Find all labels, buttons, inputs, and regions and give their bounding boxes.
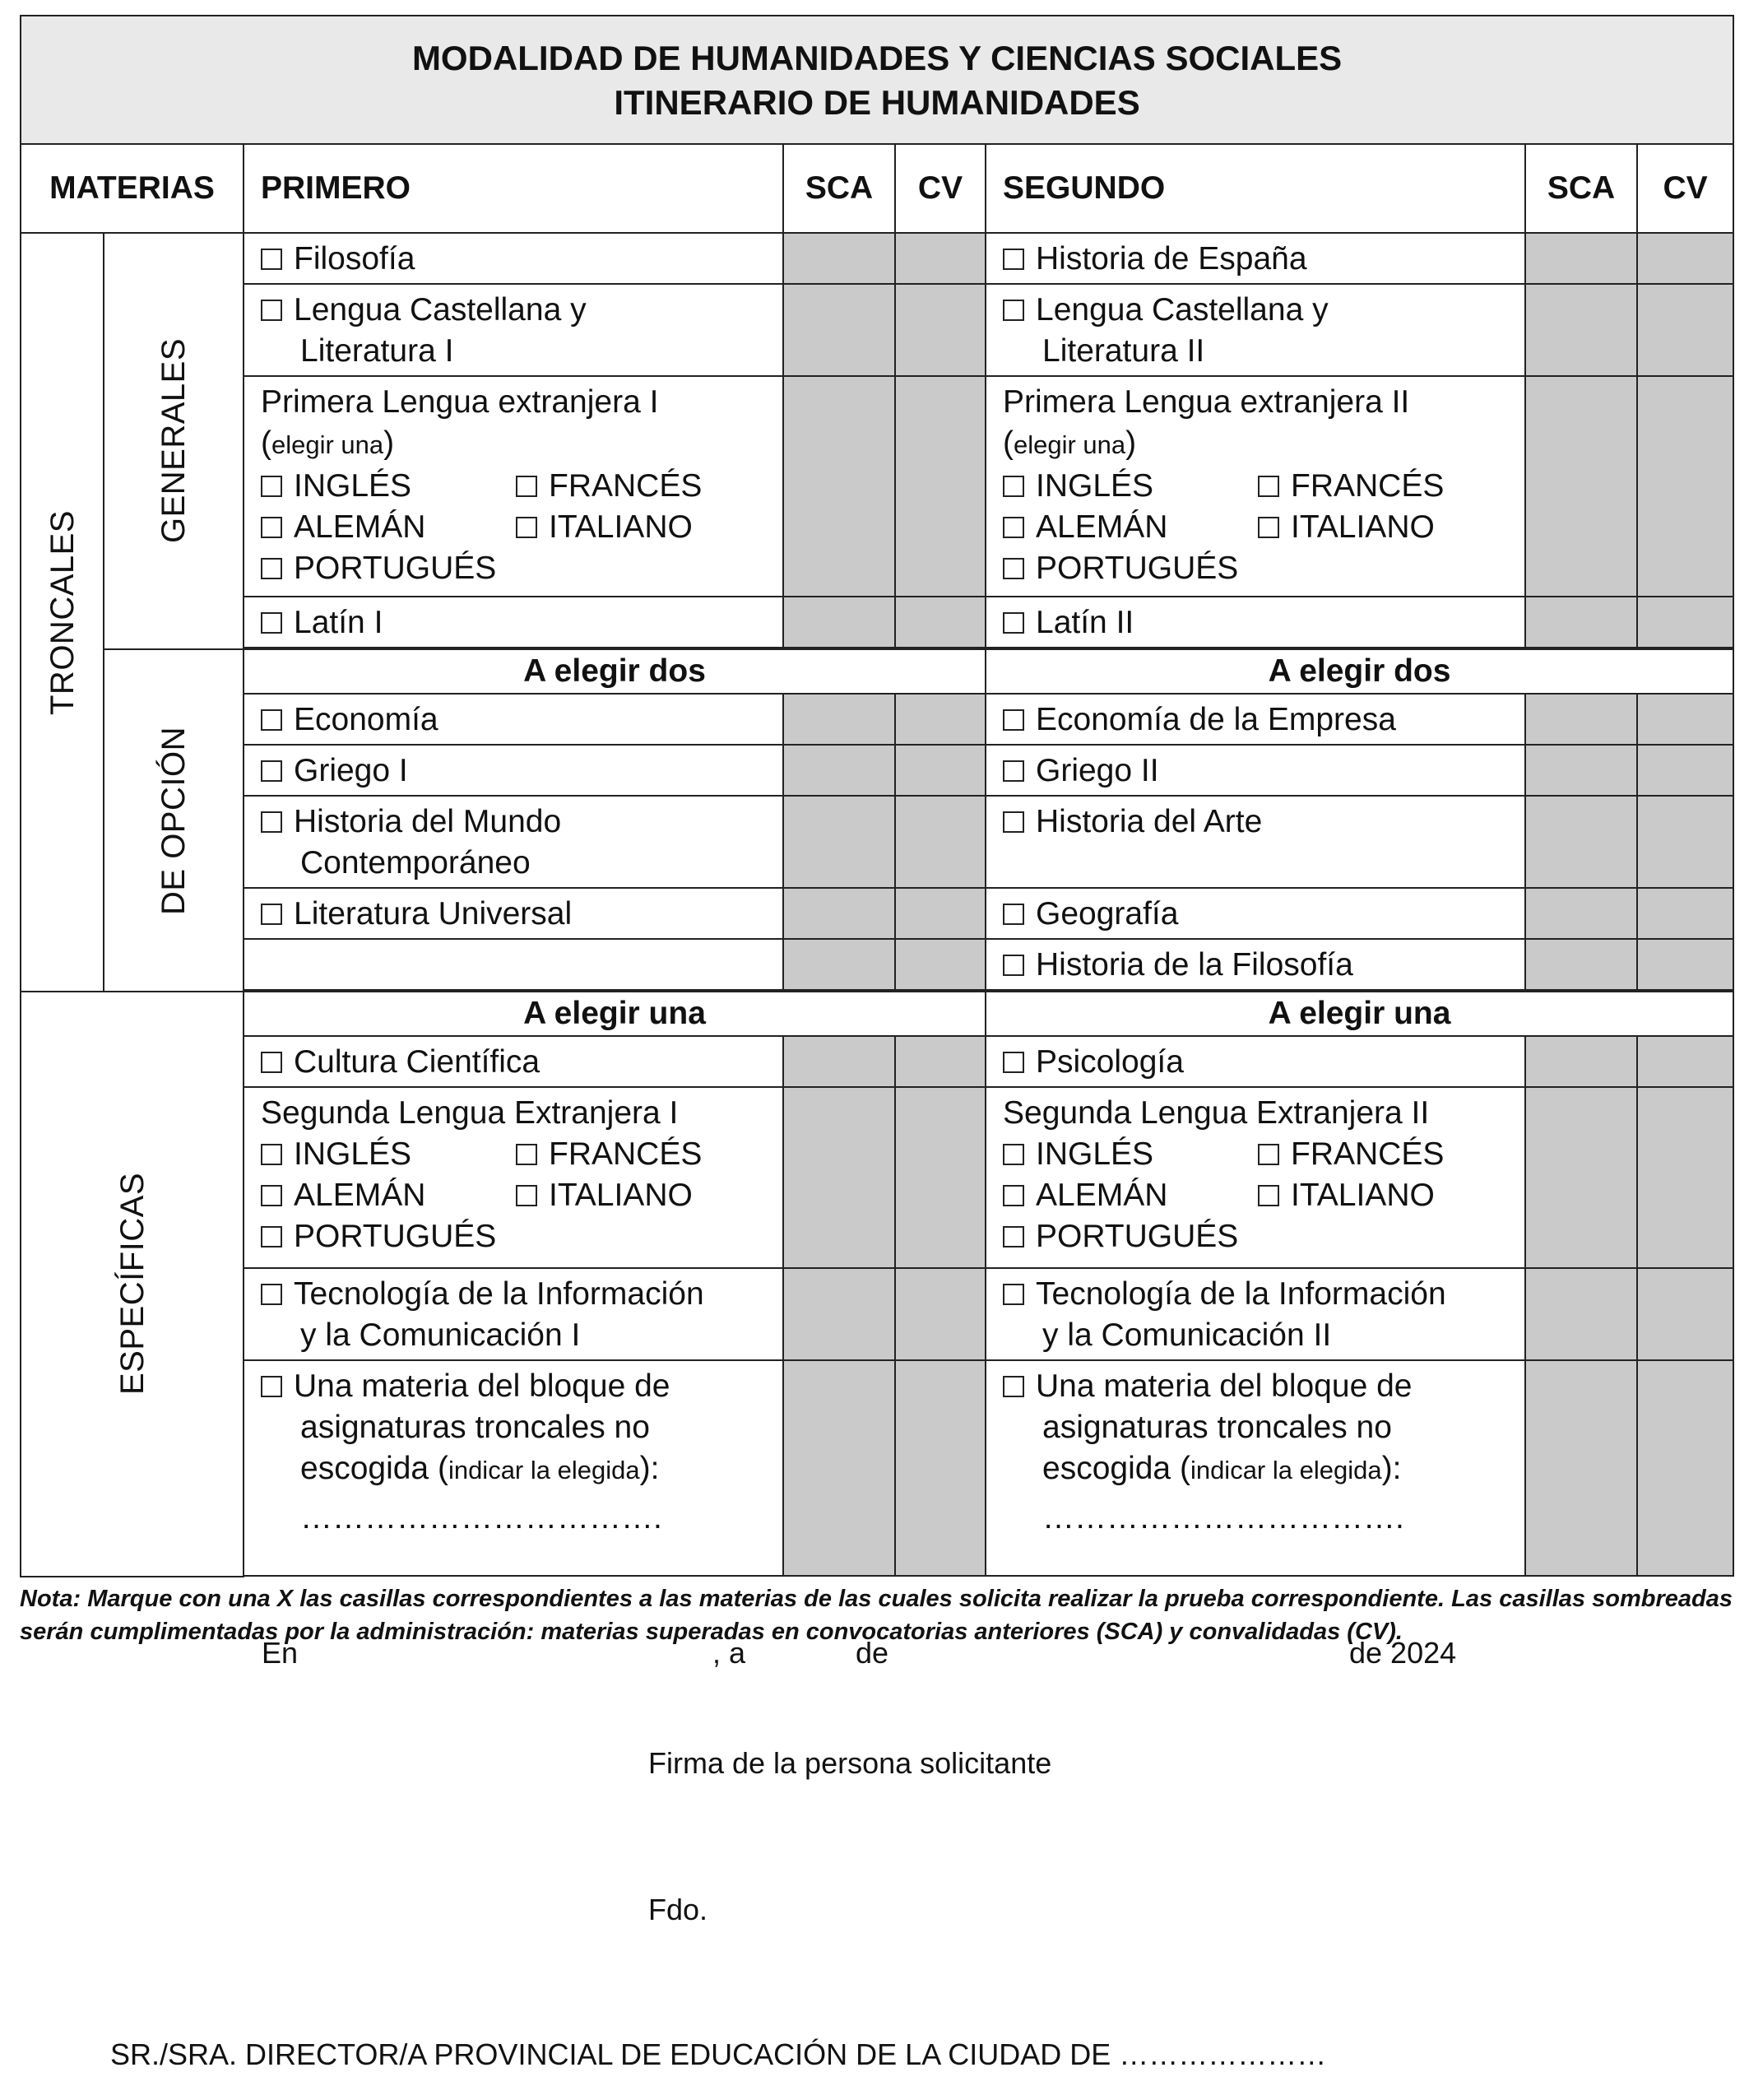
signature-label: Firma de la persona solicitante (648, 1746, 1052, 1780)
sca-cell (1525, 284, 1637, 376)
checkbox[interactable] (261, 249, 282, 270)
cv-cell (1637, 1360, 1733, 1576)
option-aleman[interactable]: ALEMÁN (1003, 507, 1258, 548)
option-italiano[interactable]: ITALIANO (1258, 507, 1505, 548)
date-year: de 2024 (1349, 1636, 1457, 1670)
cv-cell (895, 939, 986, 990)
checkbox[interactable] (1003, 1376, 1024, 1397)
option-portugues[interactable]: PORTUGUÉS (261, 1216, 516, 1257)
option-italiano[interactable]: ITALIANO (516, 1175, 763, 1216)
sca-cell (783, 1360, 895, 1576)
group-generales: GENERALES (104, 233, 244, 649)
option-frances[interactable]: FRANCÉS (1258, 466, 1505, 507)
subject-economia-empresa[interactable]: Economía de la Empresa (986, 694, 1525, 745)
cv-cell (895, 796, 986, 888)
cv-cell (1637, 745, 1733, 796)
subject-primera-lengua-2: Primera Lengua extranjera II (elegir una) INGLÉS FRANCÉS ALEMÁN ITALIANO PORTUGUÉS (986, 376, 1525, 597)
cv-cell (1637, 939, 1733, 990)
enrollment-form (20, 15, 1733, 1648)
sca-cell (783, 1268, 895, 1360)
subject-psicologia[interactable]: Psicología (986, 1036, 1525, 1087)
subject-cultura-cientifica[interactable]: Cultura Científica (244, 1036, 783, 1087)
sca-cell (783, 597, 895, 648)
opcion-header-second: A elegir dos (986, 649, 1733, 694)
group-troncales: TRONCALES (21, 233, 104, 992)
checkbox[interactable] (261, 709, 282, 731)
subject-otra-materia-1[interactable]: Una materia del bloque de asignaturas troncales no escogida (indicar la elegida): ……………………………. (244, 1360, 783, 1576)
subject-griego-2[interactable]: Griego II (986, 745, 1525, 796)
checkbox[interactable] (1003, 300, 1024, 321)
subject-lengua-2[interactable]: Lengua Castellana y Literatura II (986, 284, 1525, 376)
checkbox[interactable] (1003, 1052, 1024, 1073)
option-frances[interactable]: FRANCÉS (516, 1134, 763, 1175)
subject-historia-filosofia[interactable]: Historia de la Filosofía (986, 939, 1525, 990)
option-portugues[interactable]: PORTUGUÉS (1003, 548, 1258, 589)
checkbox[interactable] (261, 811, 282, 833)
sca-cell (783, 888, 895, 939)
sca-cell (1525, 1268, 1637, 1360)
subjects-table (20, 15, 1734, 1577)
cv-cell (895, 694, 986, 745)
fdo-label: Fdo. (648, 1893, 708, 1926)
cv-cell (895, 376, 986, 597)
title-line-2: ITINERARIO DE HUMANIDADES (614, 83, 1140, 122)
sca-cell (1525, 597, 1637, 648)
cv-cell (1637, 1087, 1733, 1268)
cv-cell (895, 888, 986, 939)
subject-primera-lengua-1: Primera Lengua extranjera I (elegir una) INGLÉS FRANCÉS ALEMÁN ITALIANO PORTUGUÉS (244, 376, 783, 597)
sca-cell (783, 939, 895, 990)
sca-cell (783, 745, 895, 796)
checkbox[interactable] (1003, 249, 1024, 270)
checkbox[interactable] (261, 1284, 282, 1305)
option-ingles[interactable]: INGLÉS (261, 466, 516, 507)
date-de: de (856, 1636, 889, 1670)
especificas-header-first: A elegir una (244, 992, 986, 1036)
especificas-header-second: A elegir una (986, 992, 1733, 1036)
subject-tic-1[interactable]: Tecnología de la Información y la Comunicación I (244, 1268, 783, 1360)
checkbox[interactable] (1003, 760, 1024, 782)
option-italiano[interactable]: ITALIANO (1258, 1175, 1505, 1216)
option-ingles[interactable]: INGLÉS (261, 1134, 516, 1175)
checkbox[interactable] (261, 300, 282, 321)
sca-cell (1525, 694, 1637, 745)
option-aleman[interactable]: ALEMÁN (261, 507, 516, 548)
checkbox[interactable] (1003, 612, 1024, 634)
subject-otra-materia-2[interactable]: Una materia del bloque de asignaturas troncales no escogida (indicar la elegida): ……………………………. (986, 1360, 1525, 1576)
empty-cell (244, 939, 783, 990)
subject-economia[interactable]: Economía (244, 694, 783, 745)
header-cv-second: CV (1637, 144, 1733, 233)
cv-cell (1637, 888, 1733, 939)
recipient-line: SR./SRA. DIRECTOR/A PROVINCIAL DE EDUCACIÓN DE LA CIUDAD DE ………………… (110, 2037, 1327, 2071)
checkbox[interactable] (1003, 904, 1024, 925)
sca-cell (1525, 888, 1637, 939)
header-sca-first: SCA (783, 144, 895, 233)
option-aleman[interactable]: ALEMÁN (261, 1175, 516, 1216)
date-en: En (262, 1636, 299, 1670)
sca-cell (1525, 939, 1637, 990)
sca-cell (783, 694, 895, 745)
subject-historia-mundo[interactable]: Historia del Mundo Contemporáneo (244, 796, 783, 888)
subject-tic-2[interactable]: Tecnología de la Información y la Comunicación II (986, 1268, 1525, 1360)
header-materias: MATERIAS (21, 144, 244, 233)
option-ingles[interactable]: INGLÉS (1003, 1134, 1258, 1175)
cv-cell (1637, 796, 1733, 888)
checkbox[interactable] (261, 760, 282, 782)
sca-cell (1525, 1087, 1637, 1268)
checkbox[interactable] (1003, 709, 1024, 731)
subject-segunda-lengua-2: Segunda Lengua Extranjera II INGLÉS FRANCÉS ALEMÁN ITALIANO PORTUGUÉS (986, 1087, 1525, 1268)
sca-cell (783, 1087, 895, 1268)
subject-latin-2[interactable]: Latín II (986, 597, 1525, 648)
header-primero: PRIMERO (244, 144, 783, 233)
form-title (21, 16, 1733, 144)
option-ingles[interactable]: INGLÉS (1003, 466, 1258, 507)
option-frances[interactable]: FRANCÉS (516, 466, 763, 507)
checkbox[interactable] (1003, 811, 1024, 833)
subject-historia-arte[interactable]: Historia del Arte (986, 796, 1525, 888)
checkbox[interactable] (1003, 1284, 1024, 1305)
option-portugues[interactable]: PORTUGUÉS (261, 548, 516, 589)
subject-segunda-lengua-1: Segunda Lengua Extranjera I INGLÉS FRANCÉS ALEMÁN ITALIANO PORTUGUÉS (244, 1087, 783, 1268)
cv-cell (1637, 1036, 1733, 1087)
cv-cell (895, 1268, 986, 1360)
cv-cell (895, 284, 986, 376)
group-de-opcion: DE OPCIÓN (104, 649, 244, 992)
option-aleman[interactable]: ALEMÁN (1003, 1175, 1258, 1216)
cv-cell (895, 597, 986, 648)
sca-cell (1525, 796, 1637, 888)
cv-cell (895, 1087, 986, 1268)
cv-cell (1637, 376, 1733, 597)
cv-cell (1637, 284, 1733, 376)
option-portugues[interactable]: PORTUGUÉS (1003, 1216, 1258, 1257)
cv-cell (895, 1360, 986, 1576)
date-a: , a (712, 1636, 746, 1670)
sca-cell (783, 1036, 895, 1087)
subject-historia-espana[interactable]: Historia de España (986, 233, 1525, 284)
header-sca-second: SCA (1525, 144, 1637, 233)
subject-latin-1[interactable]: Latín I (244, 597, 783, 648)
cv-cell (895, 233, 986, 284)
subject-filosofia[interactable]: Filosofía (244, 233, 783, 284)
sca-cell (1525, 233, 1637, 284)
cv-cell (895, 745, 986, 796)
sca-cell (1525, 1036, 1637, 1087)
sca-cell (783, 796, 895, 888)
sca-cell (783, 233, 895, 284)
option-italiano[interactable]: ITALIANO (516, 507, 763, 548)
checkbox[interactable] (261, 1052, 282, 1073)
sca-cell (1525, 745, 1637, 796)
sca-cell (1525, 376, 1637, 597)
header-segundo: SEGUNDO (986, 144, 1525, 233)
subject-lengua-1[interactable]: Lengua Castellana y Literatura I (244, 284, 783, 376)
sca-cell (783, 376, 895, 597)
checkbox[interactable] (261, 904, 282, 925)
sca-cell (783, 284, 895, 376)
sca-cell (1525, 1360, 1637, 1576)
checkbox[interactable] (1003, 955, 1024, 976)
form-note: Nota: Marque con una X las casillas correspondientes a las materias de las cuales solicita realizar la prueba correspondiente. Las casillas sombreadas serán cumplimentadas por la administración: materias superadas en convocatorias anteriores (SCA) y convalidadas (CV). (20, 1586, 1733, 1645)
subject-griego-1[interactable]: Griego I (244, 745, 783, 796)
checkbox[interactable] (261, 1376, 282, 1397)
title-line-1: MODALIDAD DE HUMANIDADES Y CIENCIAS SOCIALES (411, 39, 1343, 77)
opcion-header-first: A elegir dos (244, 649, 986, 694)
cv-cell (1637, 1268, 1733, 1360)
header-cv-first: CV (895, 144, 986, 233)
cv-cell (1637, 233, 1733, 284)
subject-geografia[interactable]: Geografía (986, 888, 1525, 939)
option-frances[interactable]: FRANCÉS (1258, 1134, 1505, 1175)
cv-cell (1637, 597, 1733, 648)
subject-literatura-universal[interactable]: Literatura Universal (244, 888, 783, 939)
group-especificas: ESPECÍFICAS (21, 992, 244, 1577)
checkbox[interactable] (261, 612, 282, 634)
cv-cell (1637, 694, 1733, 745)
cv-cell (895, 1036, 986, 1087)
